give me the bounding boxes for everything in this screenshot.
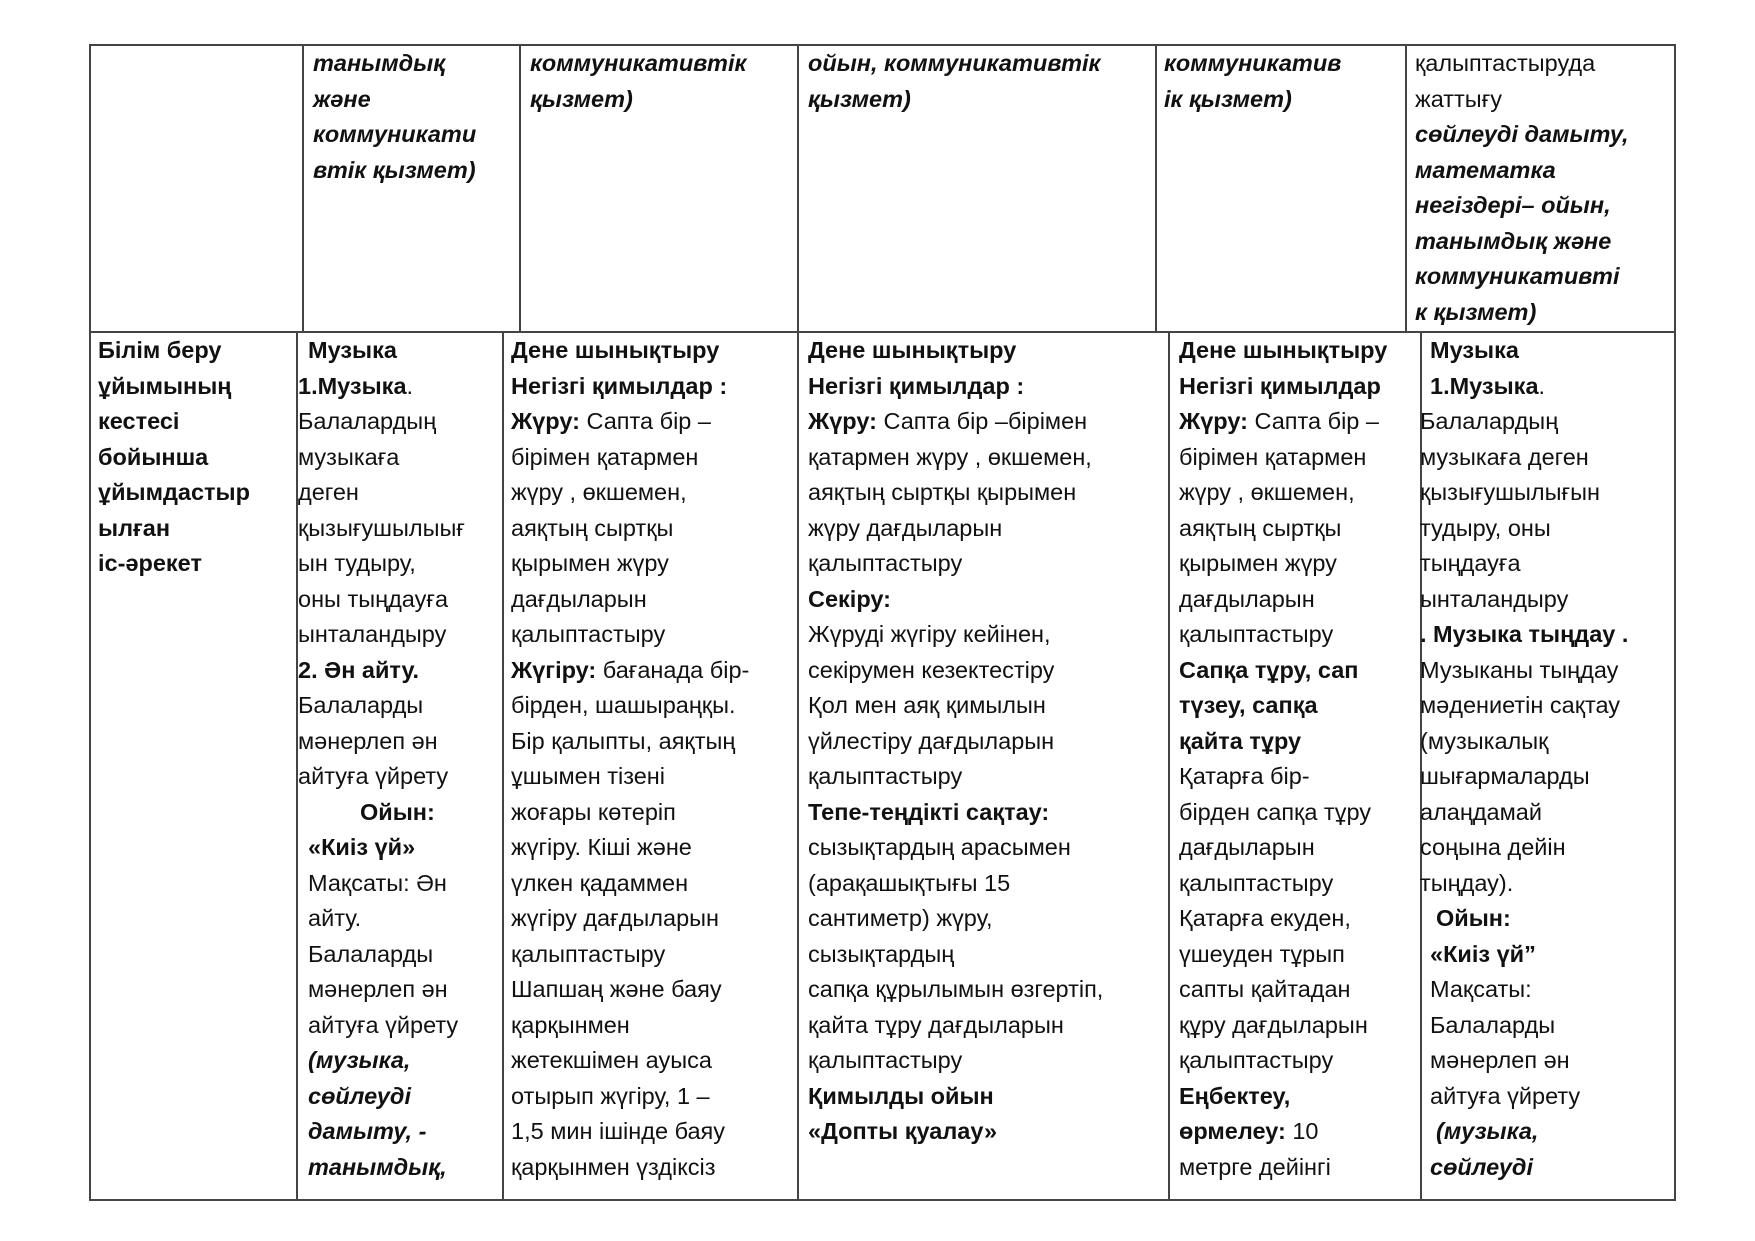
text-line: құру дағдыларын [1179,1011,1368,1038]
section-heading: . Музыка тыңдау . [1420,621,1629,647]
section-heading: 1.Музыка [298,372,407,399]
row1-divider-4 [1155,44,1157,332]
text-line: айту. [308,905,362,931]
text-line: танымдық [313,50,446,76]
game-label: Ойын: [360,798,435,825]
text-line: коммуникати [313,121,477,147]
text-fragment: 10 [1285,1118,1319,1144]
text-line: Балалардың [298,408,437,434]
exercise-label: Тепе-теңдікті сақтау: [808,798,1050,825]
text-line: айтуға үйрету [308,1011,459,1038]
text-line: қалыптастыру [511,940,666,967]
text-line: аяқтың сыртқы [511,514,674,541]
text-line: танымдық және [1415,227,1612,254]
text-fragment: бағанада бір- [596,656,750,683]
text-line: ылған [98,514,171,541]
row1-cell-5 [1164,46,1341,117]
exercise-label: Сапқа тұру, сап [1179,656,1359,683]
table-border-left [89,44,91,1201]
text-line: Балалардың [1420,408,1559,434]
text-line: шығармаларды [1420,763,1590,789]
text-line: бірден сапқа тұру [1179,798,1371,825]
text-line: негіздері– ойын, [1415,192,1611,218]
exercise-label: Жүру: [808,408,877,434]
section-heading: Музыка [1430,337,1519,363]
text-line: ойын, коммуникативтік [808,50,1101,76]
exercise-label: Жүгіру: [511,656,597,683]
text-line: жоғары көтеріп [511,798,676,825]
text-line: мәдениетін сақтау [1420,692,1621,718]
text-line: жүгіру дағдыларын [511,905,720,931]
text-line: жаттығу [1415,85,1503,112]
text-line: қалыптастыру [1179,621,1334,647]
text-line: (музыкалық [1420,727,1549,754]
section-heading: Негізгі қимылдар : [808,372,1025,399]
text-line: (музыка, [308,1047,411,1073]
text-line: жетекшімен ауыса [511,1047,712,1073]
text-line: және [313,85,371,112]
row1-cell-6 [1415,46,1629,330]
text-line: тыңдауға [1420,550,1521,576]
text-line: қызығушылыығ [298,514,465,541]
text-line: жүру , өкшемен, [1179,479,1355,505]
text-line: отырып жүгіру, 1 – [511,1082,710,1109]
text-line: жүру дағдыларын [808,514,1003,541]
text-line: тыңдау). [1420,869,1514,896]
text-line: қырымен жүру [511,550,669,576]
row2-divider-2 [502,331,504,1201]
exercise-label: Еңбектеу, [1179,1082,1291,1109]
game-name: «Киіз үй» [308,834,416,860]
text-line: қайта тұру дағдыларын [808,1011,1064,1038]
text-line: ұйымының [98,372,232,399]
text-line: ік қызмет) [1164,85,1292,112]
text-line: қырымен жүру [1179,550,1337,576]
row2-cell-5-physical-education [1179,333,1387,1185]
text-line: сызықтардың [808,940,955,967]
text-line: сөйлеуді [308,1082,411,1109]
text-line: қалыптастыру [808,550,963,576]
text-line: метрге дейінгі [1179,1153,1331,1180]
text-line: дағдыларын [511,585,647,612]
text-line: үшеуден тұрып [1179,940,1345,967]
text-line: үйлестіру дағдыларын [808,727,1055,754]
text-line: ын тудыру, [298,550,416,576]
text-line: жүгіру. Кіші және [511,834,692,860]
row1-divider-3 [797,44,799,332]
text-fragment: Сапта бір – [1247,408,1379,434]
text-line: музыкаға [298,443,400,470]
text-line: айтуға үйрету [1430,1082,1581,1109]
text-line: бірімен қатармен [1179,443,1367,470]
section-heading: Музыка [308,337,397,363]
game-name: «Киіз үй” [1430,940,1536,967]
text-line: коммуникативті [1415,263,1620,289]
text-line: қалыптастыруда [1415,50,1596,76]
text-fragment: . [1538,372,1546,399]
text-line: секірумен кезектестіру [808,656,1055,683]
text-line: бойынша [98,443,209,470]
section-heading: Дене шынықтыру [511,337,720,363]
text-line: к қызмет) [1415,298,1537,325]
row1-divider-5 [1405,44,1407,332]
section-heading: Негізгі қимылдар : [511,372,728,399]
text-line: аяқтың сыртқы [1179,514,1342,541]
text-line: деген [298,479,359,505]
row2-cell-1-label [98,333,250,582]
section-heading: 1.Музыка [1430,372,1539,399]
text-line: Музыканы тыңдау [1420,656,1619,683]
text-line: қалыптастыру [1179,1047,1334,1073]
text-line: тудыру, оны [1420,514,1551,541]
section-heading: Дене шынықтыру [808,337,1017,363]
text-line: бірден, шашыраңқы. [511,692,736,718]
text-line: бірімен қатармен [511,443,699,470]
text-line: Жүруді жүгіру кейінен, [808,621,1051,647]
text-line: мәнерлеп ән [1430,1047,1570,1073]
text-line: Балаларды [298,692,424,718]
exercise-label: Жүру: [1179,408,1248,434]
row2-cell-2-music [298,333,465,1185]
text-line: Білім беру [98,337,222,363]
text-fragment: Сапта бір –бірімен [876,408,1088,434]
text-line: қалыптастыру [511,621,666,647]
text-line: Шапшаң және баяу [511,976,722,1002]
text-line: қызмет) [530,85,633,112]
text-line: қызығушылығын [1420,479,1600,505]
exercise-label: Жүру: [511,408,580,434]
text-line: мәнерлеп ән [308,976,448,1002]
text-line: соңына дейін [1420,834,1566,860]
text-line: музыкаға деген [1420,443,1589,470]
text-line: (музыка, [1436,1118,1539,1144]
text-line: сапты қайтадан [1179,976,1351,1002]
text-line: 1,5 мин ішінде баяу [511,1118,726,1144]
row1-divider-2 [519,44,521,332]
text-line: Қол мен аяқ қимылын [808,692,1046,718]
text-line: сөйлеуді дамыту, [1415,121,1629,147]
section-heading: 2. Ән айту. [298,656,420,683]
table-border-bottom [89,1199,1676,1201]
text-line: втік қызмет) [313,156,476,183]
text-line: сөйлеуді [1430,1153,1533,1180]
text-line: мәнерлеп ән [298,727,438,754]
text-line: (арақашықтығы 15 [808,869,1011,896]
text-line: іс-әрекет [98,550,202,576]
row2-cell-3-physical-education [511,333,749,1185]
text-line: Қатарға бір- [1179,763,1310,789]
row2-divider-4 [1168,331,1170,1201]
text-line: қарқынмен [511,1011,630,1038]
exercise-label: өрмелеу: [1179,1118,1286,1144]
section-heading: Дене шынықтыру [1179,337,1388,363]
text-line: кестесі [98,408,180,434]
text-fragment: . [406,372,414,399]
text-line: Қатарға екуден, [1179,905,1351,931]
row1-cell-4 [808,46,1100,117]
row2-cell-6-music [1420,333,1628,1185]
text-line: аяқтың сыртқы қырымен [808,479,1077,505]
text-line: Балаларды [1430,1011,1556,1038]
text-line: ұшымен тізені [511,763,665,789]
exercise-label: Секіру: [808,585,891,612]
section-heading: Негізгі қимылдар [1179,372,1381,399]
text-line: дағдыларын [1179,585,1315,612]
text-line: қалыптастыру [1179,869,1334,896]
text-line: қалыптастыру [808,763,963,789]
row2-divider-3 [797,331,799,1201]
row1-divider-1 [302,44,304,332]
row1-cell-3 [530,46,746,117]
row1-cell-2 [313,46,476,188]
text-line: дамыту, - [308,1118,427,1144]
exercise-label: түзеу, сапқа [1179,692,1318,718]
text-line: математка [1415,156,1556,183]
exercise-label: қайта тұру [1179,727,1302,754]
text-line: сапқа құрылымын өзгертіп, [808,976,1104,1002]
text-line: үлкен қадаммен [511,869,689,896]
text-line: айтуға үйрету [298,763,449,789]
row2-cell-4-physical-education [808,333,1103,1150]
text-line: Бір қалыпты, аяқтың [511,727,736,754]
text-line: сантиметр) жүру, [808,905,993,931]
text-line: қарқынмен үздіксіз [511,1153,716,1180]
text-fragment: Сапта бір – [579,408,711,434]
text-line: қатармен жүру , өкшемен, [808,443,1092,470]
text-line: Балаларды [308,940,434,967]
text-line: коммуникатив [1164,50,1342,76]
text-line: дағдыларын [1179,834,1315,860]
game-label: Қимылды ойын [808,1082,994,1109]
text-line: сызықтардың арасымен [808,834,1071,860]
text-line: алаңдамай [1420,798,1542,825]
text-line: оны тыңдауға [298,585,449,612]
text-line: Мақсаты: [1430,976,1532,1002]
text-line: жүру , өкшемен, [511,479,687,505]
game-label: Ойын: [1436,905,1511,931]
text-line: коммуникативтік [530,50,747,76]
text-line: ынталандыру [1420,585,1569,612]
text-line: ұйымдастыр [98,479,250,505]
text-line: қызмет) [808,85,911,112]
text-line: танымдық, [308,1153,447,1180]
text-line: ынталандыру [298,621,447,647]
game-name: «Допты қуалау» [808,1118,998,1144]
table-border-right [1674,44,1676,1201]
text-line: Мақсаты: Ән [308,869,447,896]
text-line: қалыптастыру [808,1047,963,1073]
